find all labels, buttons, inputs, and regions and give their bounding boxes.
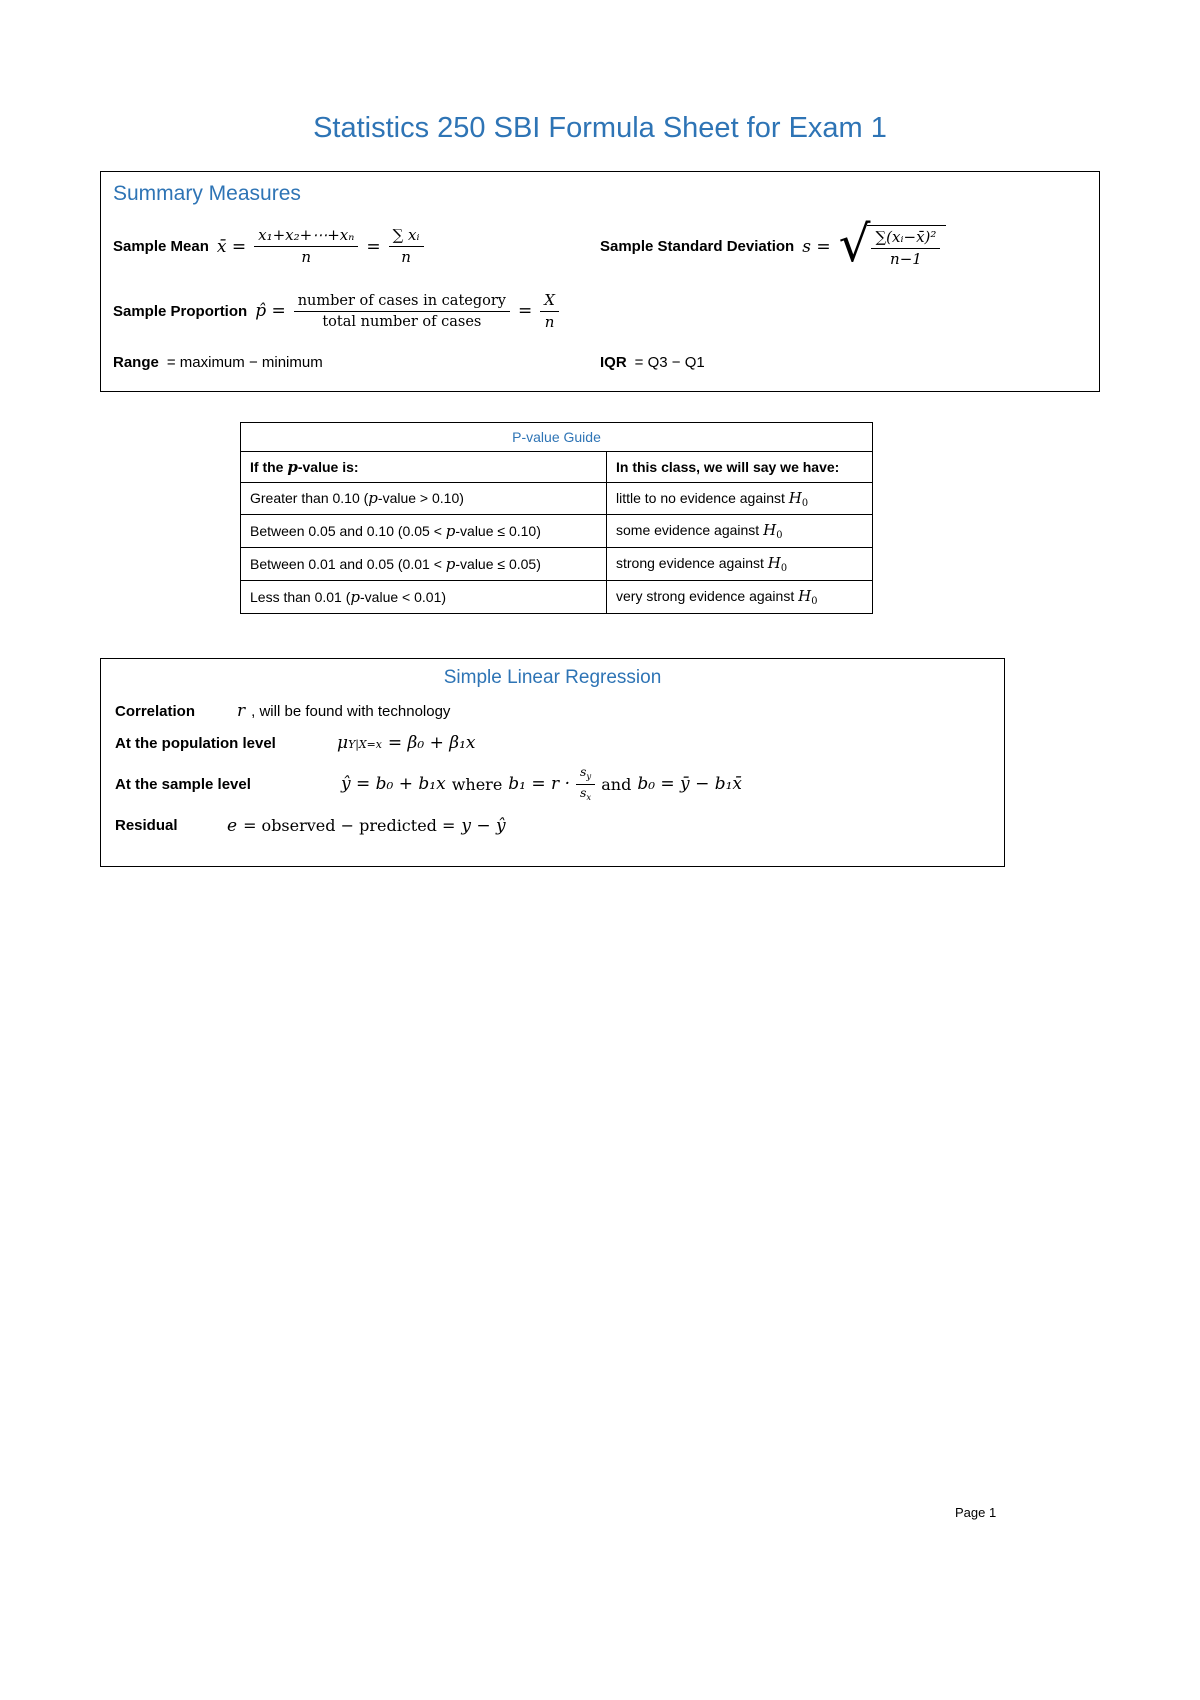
pvalue-conclusion <box>607 548 873 581</box>
header-text: If the <box>250 458 288 475</box>
p-symbol: p <box>445 555 456 574</box>
residual-definition: = observed − predicted = <box>243 816 456 836</box>
conclusion-text: very strong evidence against <box>616 588 799 605</box>
sample-proportion-lhs: p̂ = <box>255 301 286 322</box>
fraction-numerator: ∑(xᵢ−x̄)² <box>871 228 940 249</box>
population-formula: = β₀ + β₁x <box>387 733 476 754</box>
condition-text: -value < 0.01) <box>360 589 447 606</box>
p-symbol: p <box>445 522 456 541</box>
h0-subscript: 0 <box>776 530 783 542</box>
sample-formula-part3: b₀ = ȳ − b₁x̄ <box>637 774 743 795</box>
condition-text: Between 0.05 and 0.10 (0.05 < <box>250 523 446 540</box>
mu-subscript: Y|X=x <box>348 738 382 752</box>
pvalue-guide-title: P-value Guide <box>241 422 873 451</box>
pvalue-header-left <box>241 451 607 482</box>
summary-measures-heading: Summary Measures <box>113 182 301 205</box>
conclusion-text: strong evidence against <box>616 555 768 572</box>
condition-text: -value ≤ 0.10) <box>455 523 541 540</box>
residual-label: Residual <box>115 817 178 835</box>
sample-proportion-fraction-1 <box>294 292 510 331</box>
sample-formula-part1: ŷ = b₀ + b₁x <box>341 774 446 795</box>
sample-level-label: At the sample level <box>115 775 251 793</box>
iqr-label: IQR <box>600 353 627 371</box>
condition-text: Between 0.01 and 0.05 (0.01 < <box>250 556 446 573</box>
equals-sign: = <box>366 236 381 257</box>
page-number: Page 1 <box>955 1505 997 1520</box>
pvalue-row-3 <box>241 548 873 581</box>
conclusion-text: little to no evidence against <box>616 489 789 506</box>
sample-mean-fraction-1 <box>254 226 358 267</box>
fraction-numerator <box>576 765 595 785</box>
sample-mean-sd-row <box>113 215 1087 273</box>
fraction-numerator: X <box>540 291 559 312</box>
range-formula <box>113 354 600 371</box>
pvalue-row-2 <box>241 515 873 548</box>
p-symbol: p <box>287 457 298 476</box>
sample-proportion-label: Sample Proportion <box>113 302 248 320</box>
sample-proportion-row <box>113 291 1087 332</box>
h0-symbol: H <box>788 488 802 507</box>
pvalue-conclusion <box>607 482 873 515</box>
p-symbol: p <box>350 588 361 607</box>
pvalue-header-row <box>241 451 873 482</box>
pvalue-conclusion <box>607 515 873 548</box>
document-title: Statistics 250 SBI Formula Sheet for Exam 1 <box>313 112 887 144</box>
sample-proportion-fraction-2 <box>540 291 559 332</box>
h0-symbol: H <box>763 521 777 540</box>
fraction-numerator: number of cases in category <box>294 292 510 312</box>
sample-level-row <box>115 765 990 803</box>
h0-subscript: 0 <box>780 563 788 575</box>
mu-symbol: μ <box>337 733 349 754</box>
sample-sd-fraction <box>871 228 940 269</box>
residual-formula: y − ŷ <box>461 815 506 836</box>
r-symbol: r <box>237 701 246 722</box>
pvalue-guide-table <box>240 422 873 615</box>
sample-sd-label: Sample Standard Deviation <box>600 238 795 255</box>
x-subscript: x <box>586 792 592 803</box>
pvalue-row-1 <box>241 482 873 515</box>
sample-mean-label: Sample Mean <box>113 238 209 255</box>
radicand <box>867 225 946 269</box>
range-iqr-row <box>113 354 1087 371</box>
pvalue-header-right: In this class, we will say we have: <box>607 451 873 482</box>
range-definition: = maximum − minimum <box>166 353 323 371</box>
residual-row <box>115 816 990 836</box>
fraction-denominator: n−1 <box>890 249 922 268</box>
fraction-denominator: total number of cases <box>322 313 482 330</box>
range-label: Range <box>113 353 159 371</box>
pvalue-conclusion <box>607 581 873 614</box>
sample-formula-part2: b₁ = r · <box>508 774 570 795</box>
sample-mean-lhs: x̄ = <box>216 236 247 257</box>
correlation-label: Correlation <box>115 702 196 720</box>
regression-title: Simple Linear Regression <box>443 667 662 689</box>
h0-symbol: H <box>798 587 812 606</box>
h0-subscript: 0 <box>801 497 809 509</box>
pvalue-row-4 <box>241 581 873 614</box>
correlation-row <box>115 701 990 721</box>
p-symbol: p <box>368 489 378 508</box>
iqr-formula <box>600 354 1087 371</box>
h0-subscript: 0 <box>811 596 818 608</box>
population-level-row <box>115 733 990 753</box>
pvalue-condition <box>241 515 607 548</box>
fraction-denominator: n <box>301 248 312 266</box>
condition-text: -value > 0.10) <box>377 490 464 507</box>
condition-text: Less than 0.01 ( <box>250 589 351 606</box>
header-text: -value is: <box>297 458 359 475</box>
sample-mean-fraction-2 <box>389 226 424 267</box>
s-symbol: s <box>579 784 587 800</box>
h0-symbol: H <box>767 554 781 573</box>
simple-linear-regression-section <box>100 658 1005 866</box>
correlation-note: , will be found with technology <box>251 702 451 720</box>
fraction-numerator: x₁+x₂+⋯+xₙ <box>254 226 358 247</box>
pvalue-condition <box>241 548 607 581</box>
sample-sd-lhs: s = <box>802 236 831 257</box>
where-word: where <box>451 774 503 794</box>
sample-mean-formula <box>113 226 600 267</box>
and-word: and <box>601 774 632 794</box>
sample-sd-formula <box>600 215 1087 273</box>
mu-group <box>337 733 382 753</box>
sy-sx-fraction <box>576 765 595 803</box>
condition-text: Greater than 0.10 ( <box>250 490 369 507</box>
pvalue-title-row <box>241 422 873 451</box>
conclusion-text: some evidence against <box>616 522 764 539</box>
pvalue-condition <box>241 581 607 614</box>
pvalue-condition <box>241 482 607 515</box>
fraction-denominator: n <box>544 312 555 331</box>
radical-sign-icon: √ <box>838 215 871 273</box>
equals-sign: = <box>518 301 533 322</box>
population-level-label: At the population level <box>115 734 276 752</box>
square-root <box>838 215 947 273</box>
s-symbol: s <box>579 764 587 780</box>
summary-measures-section <box>100 171 1100 392</box>
fraction-numerator: ∑ xᵢ <box>389 226 424 247</box>
y-subscript: y <box>586 772 592 783</box>
e-symbol: e <box>227 815 238 836</box>
sample-proportion-formula <box>113 291 1087 332</box>
fraction-denominator: n <box>401 248 411 266</box>
fraction-denominator <box>580 785 591 804</box>
iqr-definition: = Q3 − Q1 <box>634 353 705 371</box>
condition-text: -value ≤ 0.05) <box>455 556 541 573</box>
